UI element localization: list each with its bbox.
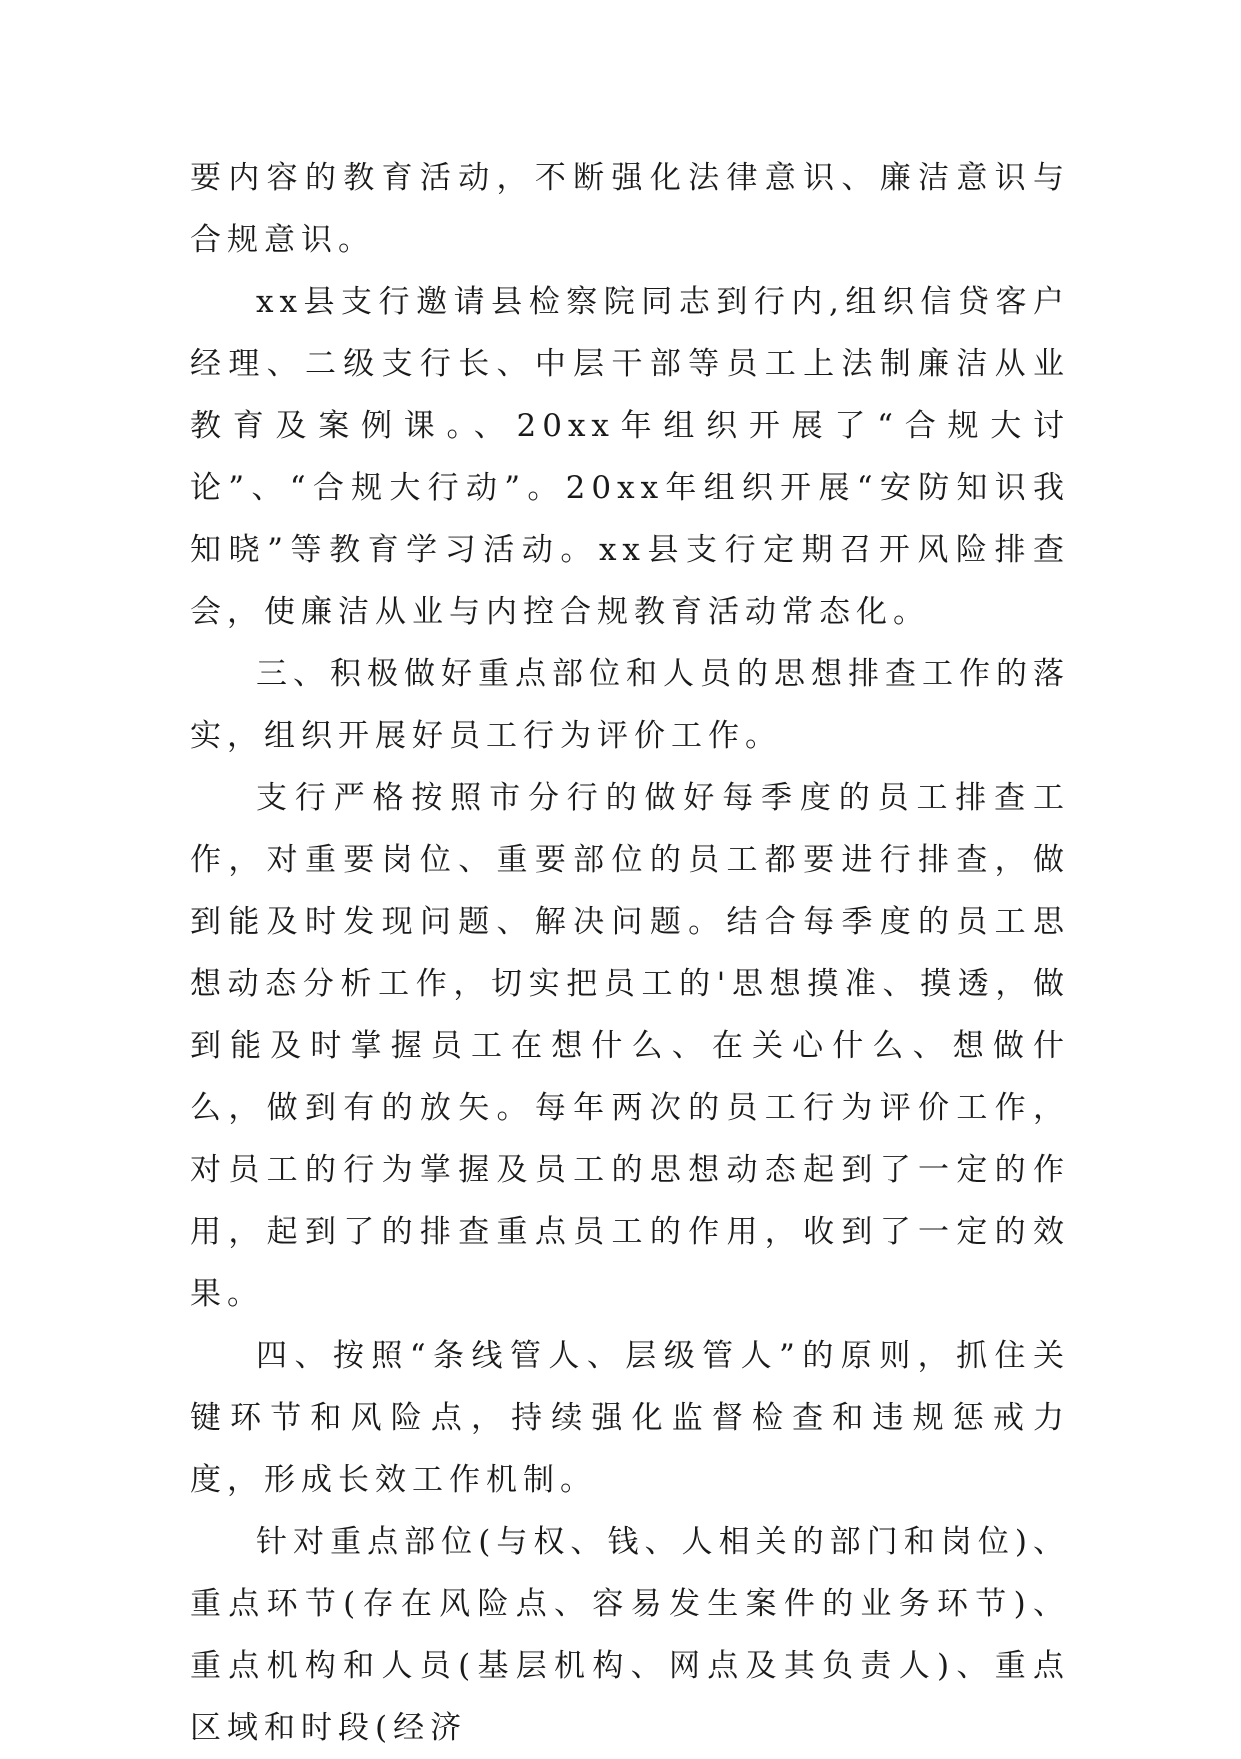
paragraph-county-branch-education: xx县支行邀请县检察院同志到行内,组织信贷客户经理、二级支行长、中层干部等员工上法制廉洁从业教育及案例课。、20xx年组织开展了“合规大讨论”、“合规大行动”。20xx年组织开展“安防知识我知晓”等教育学习活动。xx县支行定期召开风险排查会，使廉洁从业与内控合规教育活动常态化。 (190, 284, 1070, 630)
section-heading-four: 四、按照“条线管人、层级管人”的原则，抓住关键环节和风险点，持续强化监督检查和违规惩戒力度，形成长效工作机制。 (190, 1338, 1070, 1498)
paragraph-employee-screening: 支行严格按照市分行的做好每季度的员工排查工作，对重要岗位、重要部位的员工都要进行排查，做到能及时发现问题、解决问题。结合每季度的员工思想动态分析工作，切实把员工的'思想摸准、摸透，做到能及时掌握员工在想什么、在关心什么、想做什么，做到有的放矢。每年两次的员工行为评价工作，对员工的行为掌握及员工的思想动态起到了一定的作用，起到了的排查重点员工的作用，收到了一定的效果。 (190, 780, 1070, 1312)
document-body (190, 147, 1070, 1759)
section-heading-three: 三、积极做好重点部位和人员的思想排查工作的落实，组织开展好员工行为评价工作。 (190, 656, 1070, 754)
paragraph-key-areas: 针对重点部位(与权、钱、人相关的部门和岗位)、重点环节(存在风险点、容易发生案件的业务环节)、重点机构和人员(基层机构、网点及其负责人)、重点区域和时段(经济 (190, 1524, 1070, 1746)
paragraph-continuation: 要内容的教育活动，不断强化法律意识、廉洁意识与合规意识。 (190, 160, 1070, 258)
